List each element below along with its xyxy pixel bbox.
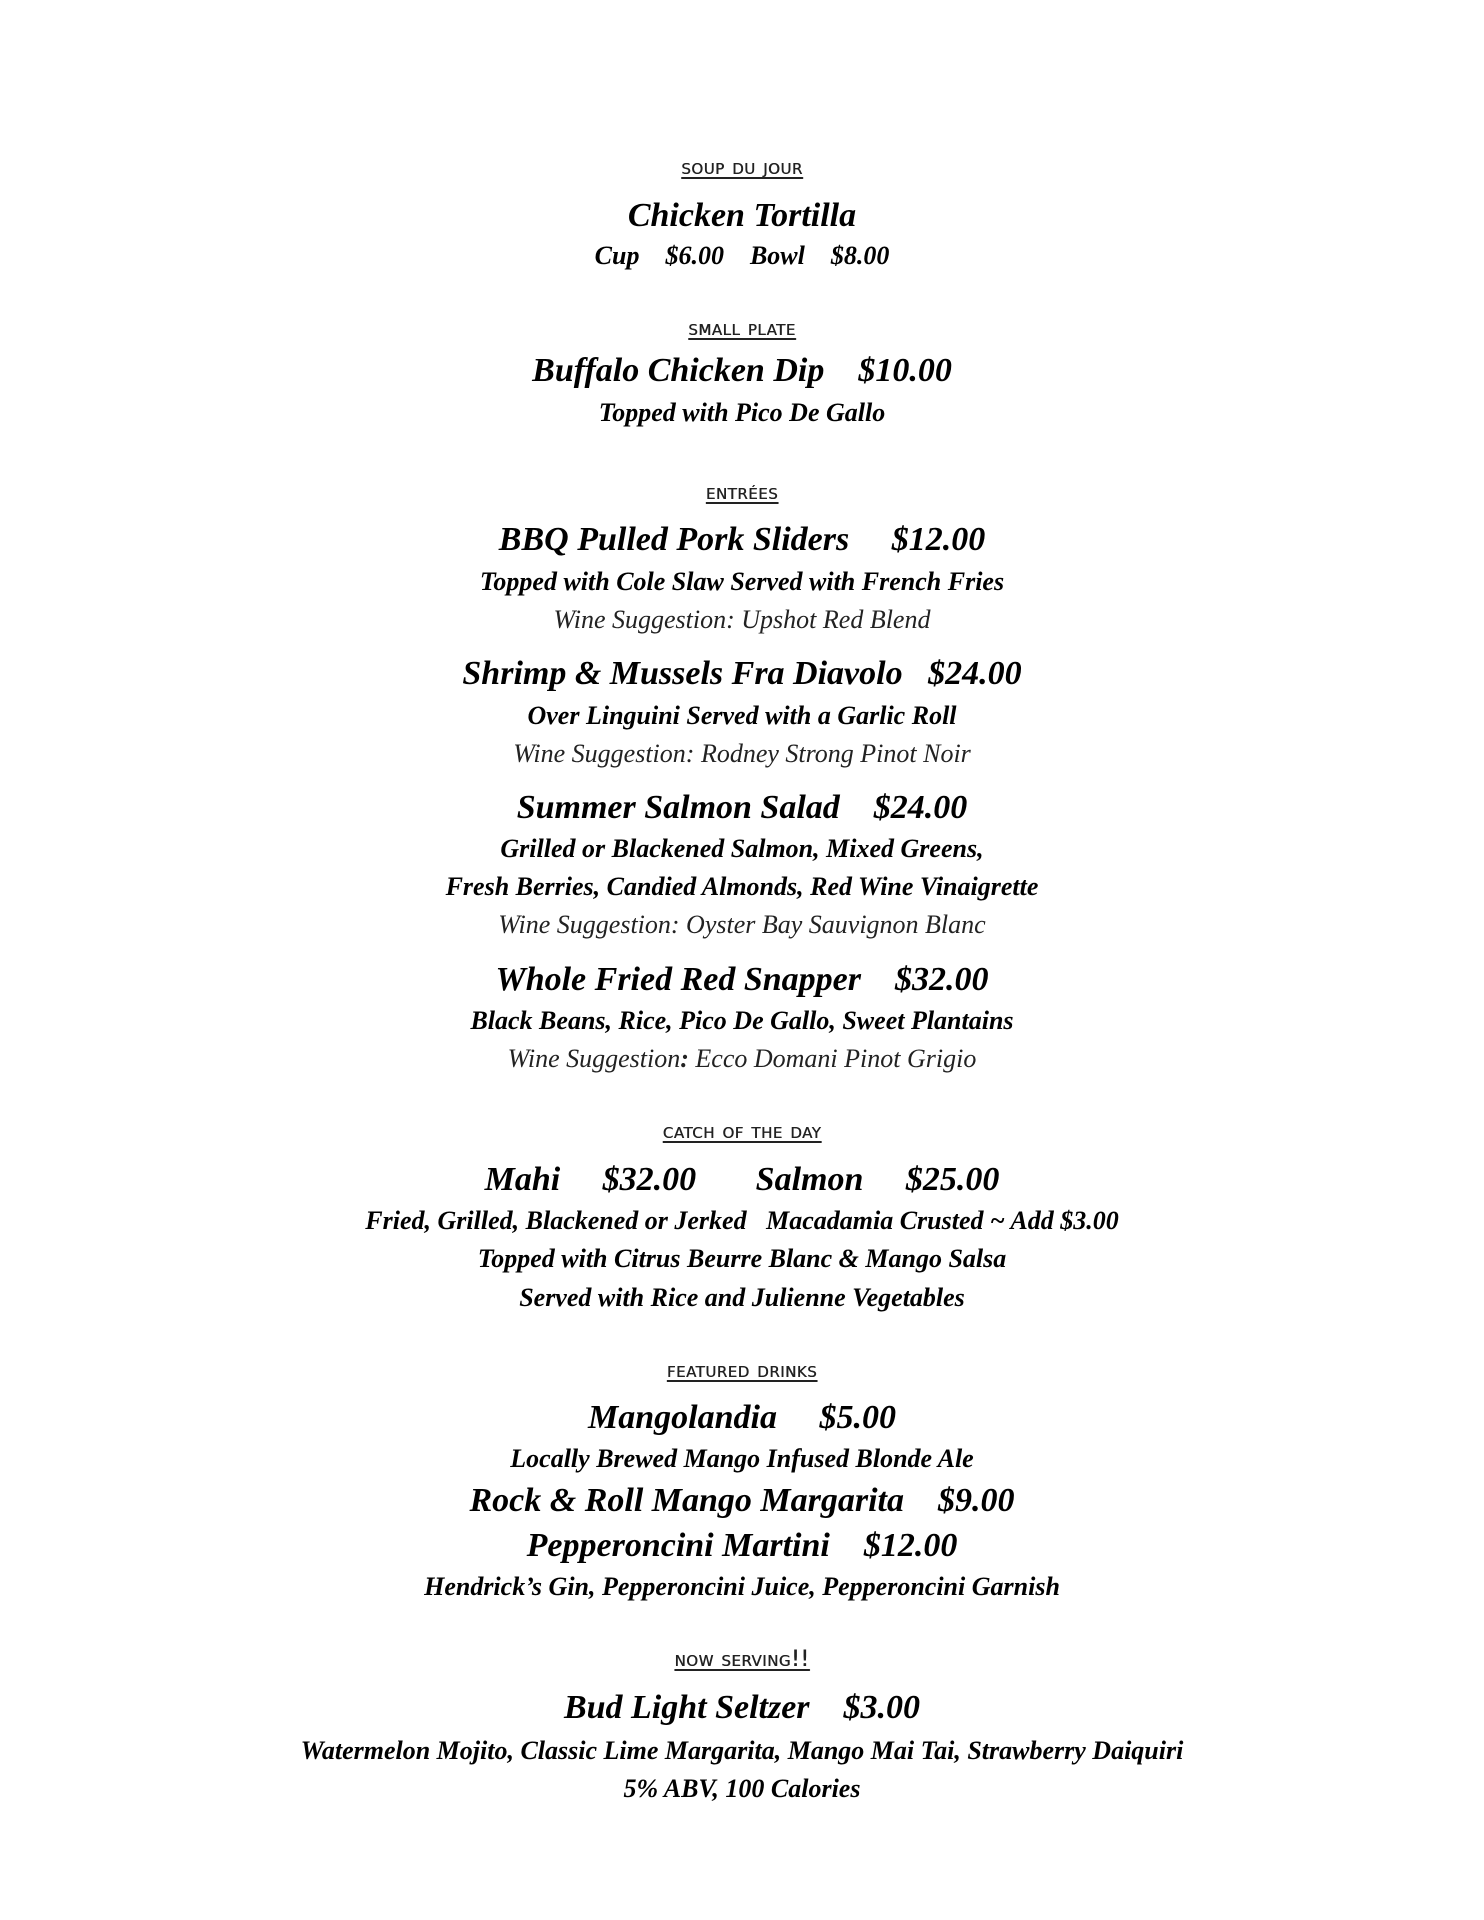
- wine-suggestion-label: Wine Suggestion: [507, 1044, 681, 1073]
- catch-title: Mahi $32.00 Salmon $25.00: [484, 1161, 1000, 1198]
- small-plate-section-header: small plate: [688, 316, 796, 341]
- now-serving-title: Bud Light Seltzer $3.00: [563, 1689, 921, 1726]
- entree-title: Whole Fried Red Snapper $32.00: [495, 961, 989, 998]
- wine-suggestion-colon: :: [680, 1044, 689, 1073]
- now-serving-section-header: now serving!!: [674, 1647, 810, 1672]
- wine-suggestion-name: Ecco Domani Pinot Grigio: [688, 1044, 977, 1073]
- drink-title: Rock & Roll Mango Margarita $9.00: [469, 1482, 1015, 1519]
- drink-title: Mangolandia $5.00: [588, 1399, 896, 1436]
- soup-name: Chicken Tortilla: [627, 197, 857, 234]
- soup-section-header: soup du jour: [681, 155, 803, 180]
- small-plate-title: Buffalo Chicken Dip $10.00: [532, 352, 952, 389]
- now-serving-stats: 5% ABV, 100 Calories: [623, 1774, 861, 1803]
- wine-suggestion: Wine Suggestion: Oyster Bay Sauvignon Blanc: [498, 910, 986, 939]
- entree-description: Black Beans, Rice, Pico De Gallo, Sweet Plantains: [470, 1006, 1014, 1035]
- wine-suggestion: [0, 1046, 1484, 1072]
- entree-description: Grilled or Blackened Salmon, Mixed Greens,: [500, 834, 984, 863]
- soup-prices: Cup $6.00 Bowl $8.00: [594, 241, 890, 270]
- small-plate-description: Topped with Pico De Gallo: [598, 398, 886, 427]
- drink-description: Locally Brewed Mango Infused Blonde Ale: [510, 1444, 974, 1473]
- drink-title: Pepperoncini Martini $12.00: [526, 1527, 958, 1564]
- drink-description: Hendrick’s Gin, Pepperoncini Juice, Pepperoncini Garnish: [424, 1572, 1060, 1601]
- entree-title: BBQ Pulled Pork Sliders $12.00: [498, 521, 986, 558]
- entree-description: Topped with Cole Slaw Served with French Fries: [479, 567, 1005, 596]
- entrees-section-header: entrées: [705, 480, 779, 505]
- catch-description: Fried, Grilled, Blackened or Jerked Macadamia Crusted ~ Add $3.00: [365, 1206, 1119, 1235]
- now-serving-flavors: Watermelon Mojito, Classic Lime Margarita, Mango Mai Tai, Strawberry Daiquiri: [300, 1736, 1184, 1765]
- entree-description: Fresh Berries, Candied Almonds, Red Wine Vinaigrette: [445, 872, 1039, 901]
- entree-description: Over Linguini Served with a Garlic Roll: [527, 701, 957, 730]
- catch-description: Topped with Citrus Beurre Blanc & Mango Salsa: [477, 1244, 1007, 1273]
- drinks-section-header: featured drinks: [666, 1358, 818, 1383]
- wine-suggestion: Wine Suggestion: Upshot Red Blend: [553, 605, 931, 634]
- catch-section-header: catch of the day: [662, 1119, 822, 1144]
- catch-description: Served with Rice and Julienne Vegetables: [519, 1283, 965, 1312]
- entree-title: Shrimp & Mussels Fra Diavolo $24.00: [462, 655, 1022, 692]
- entree-title: Summer Salmon Salad $24.00: [516, 789, 968, 826]
- wine-suggestion: Wine Suggestion: Rodney Strong Pinot Noir: [513, 739, 971, 768]
